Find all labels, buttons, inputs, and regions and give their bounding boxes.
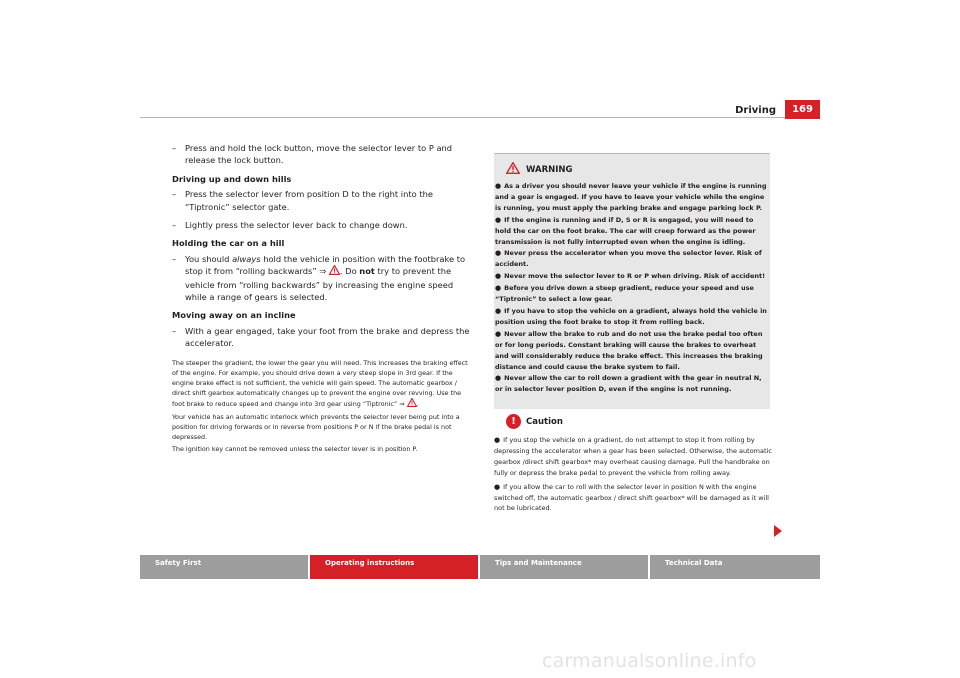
list-item: – Lightly press the selector lever back to change down. — [172, 220, 408, 231]
page-header-title: Driving — [735, 105, 776, 116]
warning-item: ● Never press the accelerator when you move the selector lever. Risk of accident. — [495, 249, 762, 269]
warning-item: ● As a driver you should never leave your vehicle if the engine is running and a gear is engaged. If you have to leave your vehicle while the engine is running, you must apply the parking brake and engage parking lock P. — [495, 182, 767, 212]
warning-triangle-icon[interactable] — [407, 398, 417, 410]
list-item: – Press the selector lever from position D to the right into the “Tiptronic” selector gate. — [172, 189, 433, 212]
note-paragraph: Your vehicle has an automatic interlock which prevents the selector lever being put into a position for driving forwards or in reverse from positions P or N if the brake pedal is not depressed. — [172, 413, 460, 442]
tab-technical-data[interactable]: Technical Data — [650, 555, 820, 579]
note-paragraph: The steeper the gradient, the lower the gear you will need. This increases the braking effect of the engine. For example, you should drive down a very steep slope in 3rd gear. If the engine brake effect is not sufficient, the vehicle will gain speed. The automatic gearbox / direct shift gearbox automatically changes up to prevent the engine over revving. Use the foot brake to reduce speed and change into 3rd gear using “Tiptronic” ⇒ . — [172, 358, 472, 410]
notes — [172, 358, 472, 455]
heading-hold: Holding the car on a hill — [172, 238, 285, 249]
tab-safety-first[interactable]: Safety First — [140, 555, 308, 579]
tab-tips-and-maintenance[interactable]: Tips and Maintenance — [480, 555, 648, 579]
note-paragraph: The ignition key cannot be removed unless the selector lever is in position P. — [172, 445, 418, 454]
warning-triangle-icon — [506, 162, 520, 177]
heading-hills: Driving up and down hills — [172, 173, 292, 184]
warning-box — [494, 153, 770, 409]
warning-heading: WARNING — [506, 162, 572, 177]
warning-item: ● If the engine is running and if D, S or R is engaged, you will need to hold the car on the foot brake. The car will creep forward as the power transmission is not fully interrupted even when the engine is idling. — [495, 215, 756, 246]
heading-incline: Moving away on an incline — [172, 310, 296, 321]
header-rule — [140, 117, 820, 118]
page-number: 169 — [785, 100, 820, 119]
tab-operating-instructions[interactable]: Operating instructions — [310, 555, 478, 579]
footer-nav — [140, 555, 820, 579]
next-page-arrow-icon[interactable] — [774, 525, 782, 537]
list-item: – With a gear engaged, take your foot from the brake and depress the accelerator. — [172, 325, 470, 349]
warning-item: ● Never allow the brake to rub and do not use the brake pedal too often or for long periods. Constant braking will cause the brakes to overheat and will considerably reduce the brake effect. This increases the braking distance and could cause the brake system to fail. — [495, 329, 763, 371]
exclamation-icon: ! — [506, 414, 521, 429]
left-column — [172, 142, 472, 457]
caution-list — [494, 435, 772, 514]
watermark: carmanualsonline.info — [542, 650, 757, 672]
caution-box — [494, 414, 772, 517]
list-item: – Press and hold the lock button, move the selector lever to P and release the lock button. — [172, 143, 453, 166]
warning-item: ● Before you drive down a steep gradient, reduce your speed and use “Tiptronic” to select a low gear. — [495, 284, 754, 304]
warning-item: ● Never allow the car to roll down a gradient with the gear in neutral N, or in selector lever position D, even if the engine is not running. — [495, 374, 762, 394]
warning-item: ● If you have to stop the vehicle on a gradient, always hold the vehicle in position using the foot brake to stop it from rolling back. — [495, 306, 767, 326]
caution-item: ● If you allow the car to roll with the selector lever in position N with the engine switched off, the automatic gearbox / direct shift gearbox* will be damaged as it will not be lubricated. — [494, 482, 769, 513]
caution-item: ● If you stop the vehicle on a gradient, do not attempt to stop it from rolling by depressing the accelerator when a gear has been selected. Otherwise, the automatic gearbox /direct shift gearbox* may overheat causing damage. Pull the handbrake on fully or depress the brake pedal to prevent the vehicle from rolling away. — [494, 436, 772, 477]
list-item: – You should always hold the vehicle in position with the footbrake to stop it from “rolling backwards” ⇒ . Do not try to prevent the vehicle from “rolling backwards” by increasing the engine speed while a range of gears is selected. — [172, 253, 466, 303]
warning-list — [495, 181, 767, 396]
warning-triangle-icon[interactable] — [329, 265, 340, 278]
warning-item: ● Never move the selector lever to R or P when driving. Risk of accident! — [495, 272, 766, 281]
caution-heading: ! Caution — [506, 414, 772, 429]
